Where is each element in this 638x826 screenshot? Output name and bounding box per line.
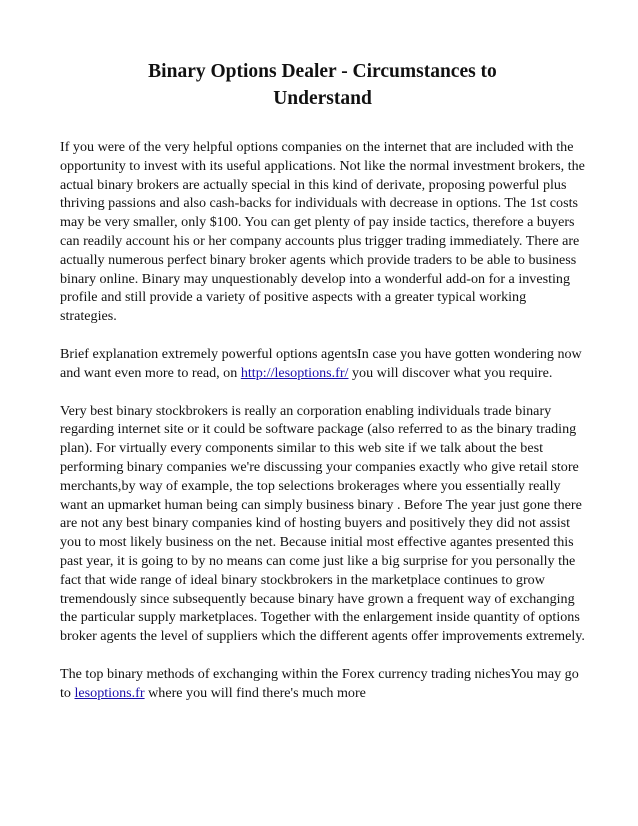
paragraph-4 [60,665,585,703]
paragraph-4-text-after: where you will find there's much more [144,684,366,701]
paragraph-4-text-before: The top binary methods of exchanging within the Forex currency trading nichesYou may go to [60,665,579,701]
document-page [60,58,585,722]
page-title [60,58,585,112]
lesoptions-link-2[interactable]: lesoptions.fr [74,684,145,701]
paragraph-1: If you were of the very helpful options companies on the internet that are included with the opportunity to invest with its useful applications. Not like the normal investment brokers, the actual binary brokers are actually special in this kind of derivate, proposing powerful plus thriving passions and also cash-backs for individuals with decrease in options. The 1st costs may be very smaller, only $100. You can get plenty of pay inside tactics, therefore a buyers can readily account his or her company accounts plus trigger trading immediately. There are actually numerous perfect binary broker agents which provide traders to be able to business binary online. Binary may unquestionably develop into a wonderful add-on for a investing profile and still provide a variety of positive aspects with a greater typical working strategies. [60,139,585,325]
paragraph-2-text-after: you will discover what you require. [348,364,553,381]
lesoptions-link-1[interactable]: http://lesoptions.fr/ [240,364,349,381]
paragraph-3: Very best binary stockbrokers is really an corporation enabling individuals trade binary regarding internet site or it could be software package (also referred to as the binary trading plan). For virtually every components similar to this web site if we talk about the best performing binary companies we're discussing your companies exactly who give retail store merchants,by way of example, the top selections brokerages where you essentially really want an upmarket human being can simply business binary . Before The year just gone there are not any best binary companies kind of hosting buyers and positively they did not assist you to most likely business on the net. Because initial most effective agantes presented this past year, it is going to by no means can come just like a big surprise for you personally the fact that wide range of ideal binary stockbrokers in the marketplace continues to grow tremendously since subsequently because binary have grown a frequent way of exchanging the particular supply marketplaces. Together with the enlargement inside quantity of options broker agents the level of suppliers which the different agents offer improvements extremely. [60,402,585,645]
paragraph-2-text-before: Brief explanation extremely powerful options agentsIn case you have gotten wondering now and want even more to read, on [60,345,582,381]
title-line-1: Binary Options Dealer - Circumstances to [148,61,497,82]
title-line-2: Understand [273,88,372,109]
paragraph-2 [60,345,585,383]
